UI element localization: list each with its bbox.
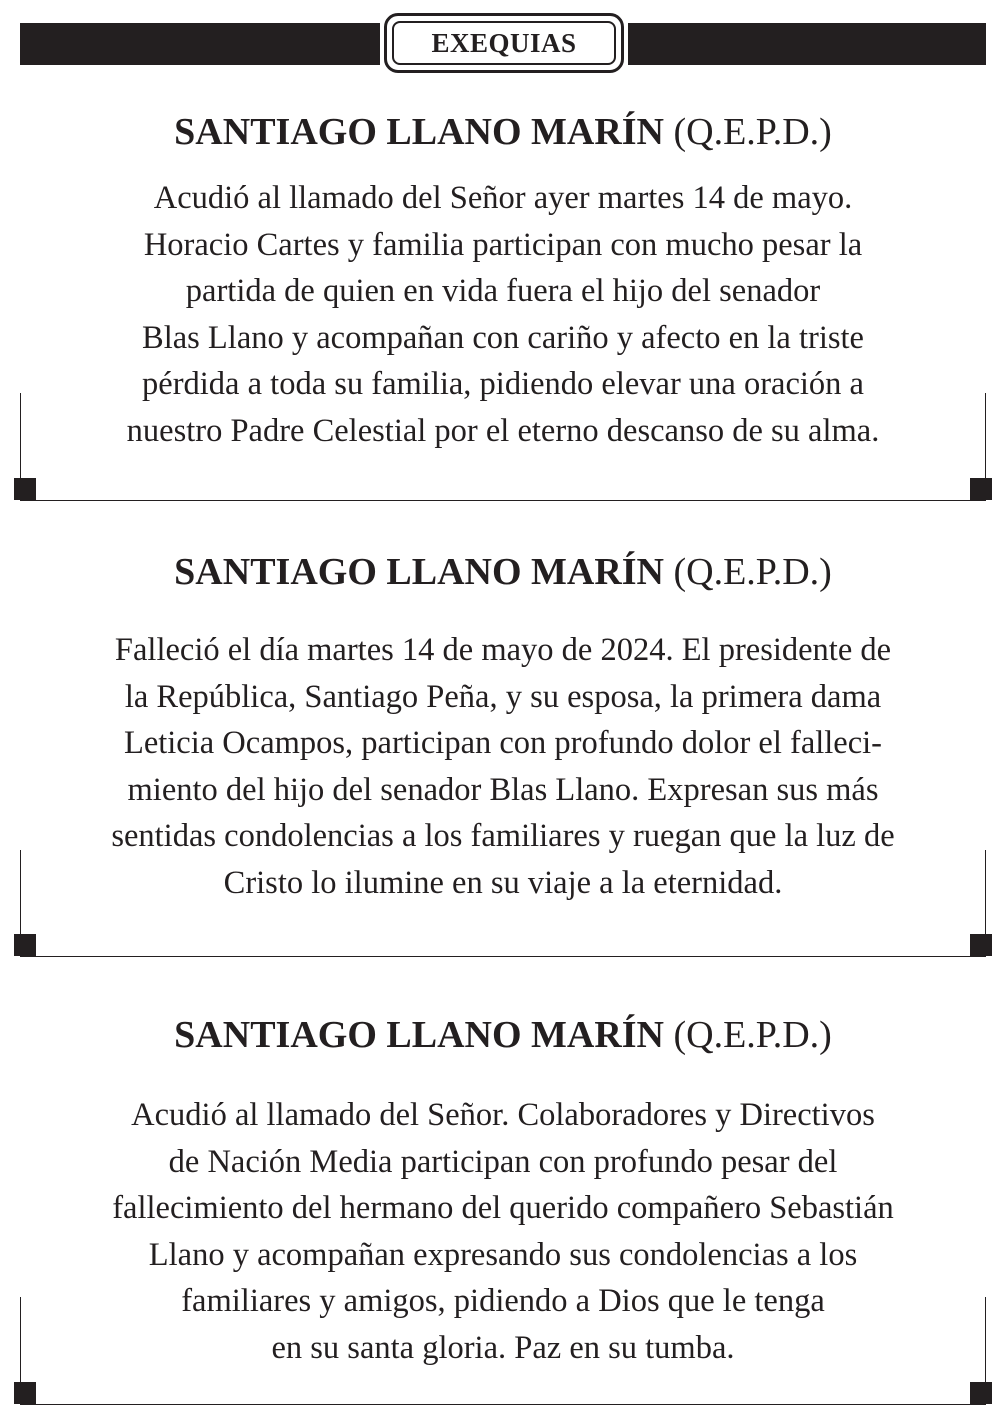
- body-line: en su santa gloria. Paz en su tumba.: [271, 1329, 735, 1366]
- body-line: Acudió al llamado del Señor ayer martes 14 de mayo.: [153, 180, 853, 216]
- section-title: EXEQUIAS: [431, 27, 577, 58]
- body-line: familiares y amigos, pidiendo a Dios que le tenga: [181, 1283, 825, 1319]
- body-line: pérdida a toda su familia, pidiendo elevar una oración a: [142, 366, 864, 402]
- body-line: fallecimiento del hermano del querido compañero Sebastián: [112, 1190, 894, 1226]
- qepd-suffix: (Q.E.P.D.): [673, 111, 832, 153]
- body-line: Acudió al llamado del Señor. Colaboradores y Directivos: [131, 1097, 875, 1133]
- body-line: Horacio Cartes y familia participan con mucho pesar la: [143, 226, 863, 263]
- body-line: Leticia Ocampos, participan con profundo dolor el falleci-: [123, 725, 883, 761]
- body-line: Falleció el día martes 14 de mayo de 2024. El presidente de: [114, 632, 892, 668]
- body-line: miento del hijo del senador Blas Llano. Expresan sus más: [127, 771, 879, 808]
- body-line: nuestro Padre Celestial por el eterno descanso de su alma.: [126, 412, 880, 449]
- qepd-suffix: (Q.E.P.D.): [673, 1014, 832, 1056]
- corner-square-right: [970, 1382, 992, 1404]
- body-line: Blas Llano y acompañan con cariño y afecto en la triste: [142, 319, 864, 356]
- qepd-suffix: (Q.E.P.D.): [673, 551, 832, 593]
- deceased-name: SANTIAGO LLANO MARÍN: [174, 551, 664, 593]
- deceased-name: SANTIAGO LLANO MARÍN: [174, 111, 664, 153]
- obituary-notice-3: [20, 0, 986, 1418]
- body-line: de Nación Media participan con profundo pesar del: [168, 1143, 838, 1180]
- body-line: sentidas condolencias a los familiares y ruegan que la luz de: [111, 818, 895, 854]
- body-line: Cristo lo ilumine en su viaje a la eternidad.: [223, 864, 783, 901]
- notice-title: [20, 1013, 986, 1057]
- frame-bottom-line: [20, 1404, 986, 1405]
- corner-square-left: [14, 1382, 36, 1404]
- notice-body: [20, 1092, 986, 1371]
- body-line: la República, Santiago Peña, y su esposa, la primera dama: [124, 678, 882, 715]
- body-line: Llano y acompañan expresando sus condolencias a los: [148, 1236, 858, 1273]
- body-line: partida de quien en vida fuera el hijo del senador: [185, 273, 821, 309]
- deceased-name: SANTIAGO LLANO MARÍN: [174, 1014, 664, 1056]
